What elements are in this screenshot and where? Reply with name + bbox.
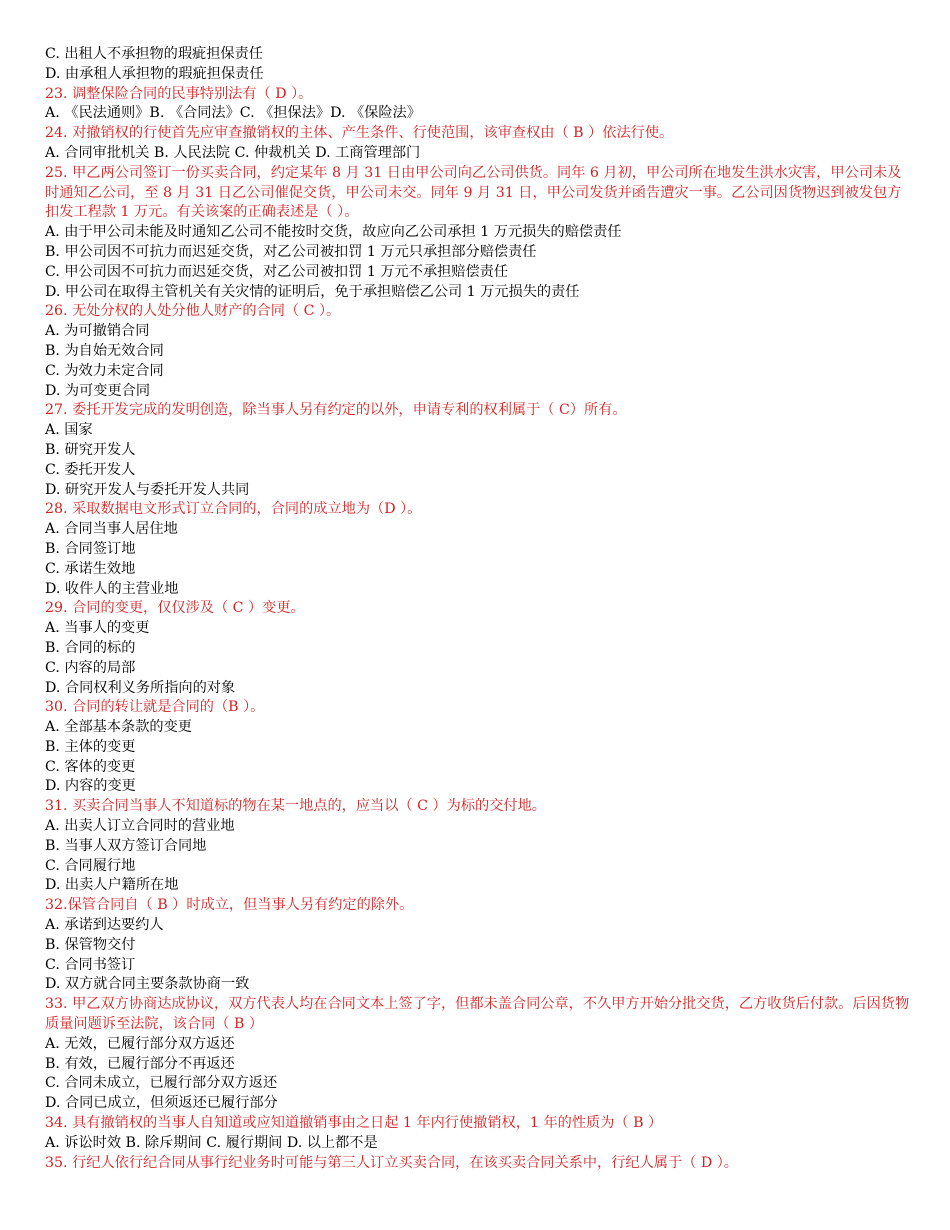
option-line: A. 承诺到达要约人	[45, 917, 164, 934]
option-line: C. 为效力未定合同	[45, 362, 164, 379]
option-line: A. 由于甲公司未能及时通知乙公司不能按时交货，故应向乙公司承担 1 万元损失的赔偿责任	[45, 224, 622, 241]
option-line: C. 合同未成立，已履行部分双方返还	[45, 1075, 278, 1092]
option-line: A. 出卖人订立合同时的营业地	[45, 818, 235, 835]
option-line: C. 合同书签订	[45, 956, 136, 973]
question-line: 26. 无处分权的人处分他人财产的合同（ C ）。	[45, 303, 341, 320]
option-line: D. 由承租人承担物的瑕疵担保责任	[45, 65, 264, 82]
option-line: B. 研究开发人	[45, 441, 136, 458]
question-line: 25. 甲乙两公司签订一份买卖合同，约定某年 8 月 31 日由甲公司向乙公司供货。同年 6 月初，甲公司所在地发生洪水灾害，甲公司未及时通知乙公司，至 8 月 31 日乙公司催促交货，甲公司未交。同年 9 月 31 日，甲公司发货并函告遭灾一事。乙公司因货物迟到被发包方扣发工程款 1 万元。有关该案的正确表述是（ ）。	[45, 164, 902, 221]
option-line: B. 合同的标的	[45, 639, 136, 656]
option-line: D. 甲公司在取得主管机关有关灾情的证明后，免于承担赔偿乙公司 1 万元损失的责任	[45, 283, 580, 300]
option-line: B. 甲公司因不可抗力而迟延交货，对乙公司被扣罚 1 万元只承担部分赔偿责任	[45, 243, 537, 260]
document-page	[45, 45, 910, 1173]
question-line: 29. 合同的变更，仅仅涉及（ C ）变更。	[45, 600, 305, 617]
option-line: A. 全部基本条款的变更	[45, 719, 192, 736]
option-line: D. 出卖人户籍所在地	[45, 877, 179, 894]
option-line: A. 《民法通则》B. 《合同法》C. 《担保法》D. 《保险法》	[45, 105, 421, 122]
option-line: A. 合同审批机关 B. 人民法院 C. 仲裁机关 D. 工商管理部门	[45, 144, 421, 161]
option-line: A. 国家	[45, 422, 93, 439]
option-line: D. 双方就合同主要条款协商一致	[45, 976, 250, 993]
option-line: C. 内容的局部	[45, 659, 136, 676]
option-line: B. 主体的变更	[45, 738, 136, 755]
option-line: D. 为可变更合同	[45, 382, 151, 399]
option-line: C. 出租人不承担物的瑕疵担保责任	[45, 46, 263, 62]
option-line: A. 当事人的变更	[45, 620, 150, 637]
question-line: 27. 委托开发完成的发明创造，除当事人另有约定的以外，申请专利的权利属于（ C）所有。	[45, 402, 627, 419]
question-line: 34. 具有撤销权的当事人自知道或应知道撤销事由之日起 1 年内行使撤销权，1 年的性质为（ B ）	[45, 1115, 663, 1132]
question-line: 32.保管合同自（ B ）时成立，但当事人另有约定的除外。	[45, 897, 414, 914]
option-line: D. 研究开发人与委托开发人共同	[45, 481, 250, 498]
question-line: 35. 行纪人依行纪合同从事行纪业务时可能与第三人订立买卖合同，在该买卖合同关系中，行纪人属于（ D ）。	[45, 1154, 738, 1171]
question-line: 31. 买卖合同当事人不知道标的物在某一地点的，应当以（ C ）为标的交付地。	[45, 798, 546, 815]
question-line: 23. 调整保险合同的民事特别法有（ D ）。	[45, 85, 313, 102]
option-line: C. 合同履行地	[45, 857, 136, 874]
option-line: C. 承诺生效地	[45, 560, 136, 577]
option-line: C. 委托开发人	[45, 461, 136, 478]
option-line: C. 客体的变更	[45, 758, 136, 775]
option-line: A. 为可撤销合同	[45, 323, 150, 340]
question-line: 30. 合同的转让就是合同的（B ）。	[45, 699, 265, 716]
option-line: B. 保管物交付	[45, 936, 136, 953]
option-line: D. 合同权利义务所指向的对象	[45, 679, 236, 696]
option-line: D. 合同已成立，但须返还已履行部分	[45, 1095, 278, 1112]
option-line: B. 有效，已履行部分不再返还	[45, 1055, 235, 1072]
question-line: 28. 采取数据电文形式订立合同的，合同的成立地为（D ）。	[45, 501, 422, 518]
option-line: C. 甲公司因不可抗力而迟延交货，对乙公司被扣罚 1 万元不承担赔偿责任	[45, 263, 509, 280]
option-line: B. 当事人双方签订合同地	[45, 837, 207, 854]
option-line: B. 合同签订地	[45, 540, 136, 557]
option-line: A. 合同当事人居住地	[45, 521, 178, 538]
question-line: 33. 甲乙双方协商达成协议，双方代表人均在合同文本上签了字，但都未盖合同公章，不久甲方开始分批交货，乙方收货后付款。后因货物质量问题诉至法院，该合同（ B ）	[45, 996, 910, 1033]
option-line: D. 内容的变更	[45, 778, 136, 795]
option-line: A. 诉讼时效 B. 除斥期间 C. 履行期间 D. 以上都不是	[45, 1134, 378, 1151]
option-line: D. 收件人的主营业地	[45, 580, 179, 597]
option-line: A. 无效，已履行部分双方返还	[45, 1035, 235, 1052]
question-line: 24. 对撤销权的行使首先应审查撤销权的主体、产生条件、行使范围，该审查权由（ B ）依法行使。	[45, 125, 674, 142]
option-line: B. 为自始无效合同	[45, 342, 164, 359]
